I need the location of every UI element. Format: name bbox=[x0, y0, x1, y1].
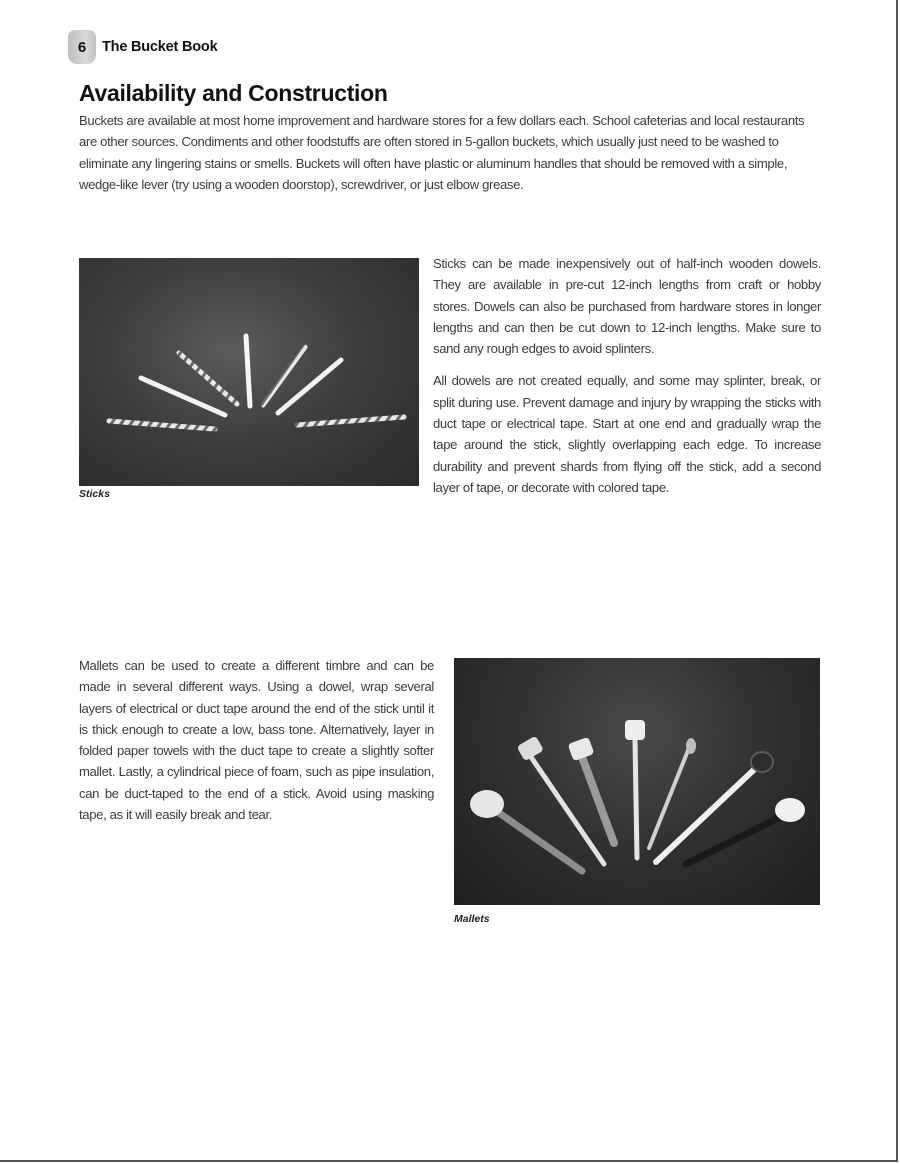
sticks-illustration bbox=[79, 258, 419, 486]
mallet-head bbox=[470, 790, 504, 818]
mallets-caption: Mallets bbox=[454, 913, 490, 925]
mallet-shaft bbox=[656, 765, 759, 862]
stick-twisted bbox=[297, 417, 404, 425]
stick-twisted bbox=[109, 421, 215, 429]
stick-plain bbox=[246, 336, 250, 406]
running-header bbox=[68, 30, 217, 64]
mallet-shaft bbox=[582, 757, 614, 843]
mallets-illustration bbox=[454, 658, 820, 905]
page-number: 6 bbox=[77, 38, 87, 56]
mallet-shaft bbox=[635, 740, 637, 858]
sticks-photo bbox=[79, 258, 419, 486]
mallet-head bbox=[516, 736, 544, 762]
mallet-head bbox=[686, 738, 696, 754]
mallet-shaft bbox=[492, 808, 582, 871]
mallet-head bbox=[625, 720, 645, 740]
book-title: The Bucket Book bbox=[102, 39, 218, 55]
sticks-paragraph: Sticks can be made inexpensively out of half-inch wooden dowels. They are available in pre-cut 12-inch lengths from craft or hobby stores. Dowels can also be purchased from hardware stores in longer lengths and can then be cut down to 12-inch lengths. Make sure to sand any rough edges to avoid splinters. bbox=[433, 256, 821, 357]
page-number-tab bbox=[68, 30, 96, 64]
sticks-text-block bbox=[433, 253, 821, 498]
sticks-caption: Sticks bbox=[79, 488, 110, 500]
section-title: Availability and Construction bbox=[79, 80, 388, 106]
mallets-text-block bbox=[79, 655, 434, 825]
mallets-photo bbox=[454, 658, 820, 905]
mallet-head bbox=[775, 798, 805, 822]
mallet-shaft bbox=[531, 757, 604, 864]
mallet-head bbox=[568, 737, 595, 761]
intro-paragraph: Buckets are available at most home improvement and hardware stores for a few dollars each. School cafeterias and local restaurants are other sources. Condiments and other foodstuffs are often stored in 5-gallon buckets, which usually just need to be washed to eliminate any lingering stains or smells. Buckets will often have plastic or aluminum handles that should be removed with a simple, wedge-like lever (try using a wooden doorstop), screwdriver, or just elbow grease. bbox=[79, 113, 805, 192]
sticks-paragraph: All dowels are not created equally, and some may splinter, break, or split during use. Prevent damage and injury by wrapping the sticks with duct tape or electrical tape. Start at one end and gradually wrap the tape around the stick, slightly overlapping each edge. To increase durability and prevent shards from flying off the stick, add a second layer of tape, or decorate with colored tape. bbox=[433, 373, 821, 495]
mallet-head bbox=[751, 752, 773, 772]
mallets-paragraph: Mallets can be used to create a different timbre and can be made in several different ways. Using a dowel, wrap several layers of electrical or duct tape around the end of the stick until it is thick enough to create a low, bass tone. Alternatively, layer in folded paper towels with the duct tape to create a slightly softer mallet. Lastly, a cylindrical piece of foam, such as pipe insulation, can be duct-taped to the end of a stick. Avoid using masking tape, as it will easily break and tear. bbox=[79, 658, 434, 823]
intro-block bbox=[79, 110, 824, 195]
